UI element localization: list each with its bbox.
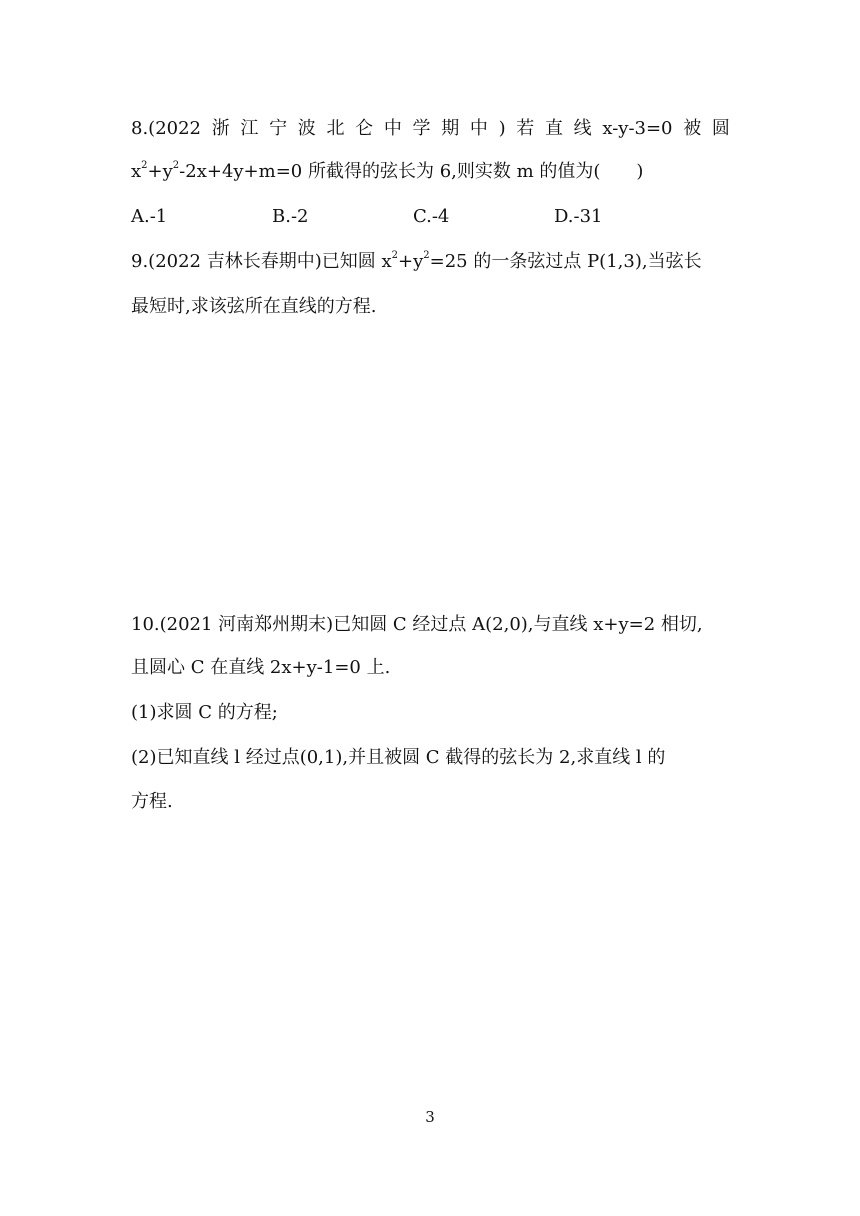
question-8-options xyxy=(131,205,731,229)
q8-line-2-rest: -2x+4y+m=0 所截得的弦长为 6,则实数 m 的值为( ) xyxy=(179,161,644,182)
q8-plus-y: +y xyxy=(147,161,173,182)
q8-exponent-2: 2 xyxy=(172,160,180,171)
q8-line-1-token: 线 xyxy=(573,118,592,139)
page-number: 3 xyxy=(425,1108,435,1126)
q8-line-1-token: 仑 xyxy=(355,118,374,139)
q8-line-1-token: 学 xyxy=(412,118,431,139)
q8-line-1-token: 圆 xyxy=(711,118,730,139)
question-10-line-1: 10.(2021 河南郑州期末)已知圆 C 经过点 A(2,0),与直线 x+y=2 相切, xyxy=(131,614,703,635)
q8-line-1-token: 若 xyxy=(516,118,535,139)
q9-line-1-post: =25 的一条弦过点 P(1,3),当弦长 xyxy=(429,251,702,272)
q9-line-1-pre: 9.(2022 吉林长春期中)已知圆 x xyxy=(131,251,392,272)
question-10-part-1: (1)求圆 C 的方程; xyxy=(131,702,278,723)
option-b: B.-2 xyxy=(272,206,309,227)
question-9-line-1 xyxy=(131,250,702,274)
q8-line-1-token: 中 xyxy=(469,118,488,139)
option-d: D.-31 xyxy=(554,206,603,227)
q8-line-1-token: ) xyxy=(498,118,506,139)
question-8-line-2 xyxy=(131,160,643,184)
q8-line-1-token: 期 xyxy=(441,118,460,139)
q8-line-1-token: 直 xyxy=(544,118,563,139)
q9-line-1-mid: +y xyxy=(398,251,424,272)
q9-exponent-1: 2 xyxy=(391,250,398,261)
q8-exponent-1: 2 xyxy=(141,160,148,171)
option-c: C.-4 xyxy=(413,206,450,227)
q8-line-1-token: x-y-3=0 xyxy=(602,118,673,139)
q8-line-1-token: 浙 xyxy=(211,118,230,139)
question-10-line-5: 方程. xyxy=(131,791,173,812)
q8-line-1-token: 北 xyxy=(326,118,345,139)
q8-line-1-token: 8.(2022 xyxy=(131,118,202,139)
question-9-line-2: 最短时,求该弦所在直线的方程. xyxy=(131,296,377,317)
q8-line-1-token: 被 xyxy=(683,118,702,139)
question-10-part-2: (2)已知直线 l 经过点(0,1),并且被圆 C 截得的弦长为 2,求直线 l 的 xyxy=(131,747,666,768)
question-10-line-2: 且圆心 C 在直线 2x+y-1=0 上. xyxy=(131,657,391,678)
q8-line-1-token: 宁 xyxy=(269,118,288,139)
question-8-line-1 xyxy=(131,117,730,141)
q8-line-1-token: 波 xyxy=(297,118,316,139)
q9-exponent-2: 2 xyxy=(423,250,430,261)
q8-line-1-token: 江 xyxy=(240,118,259,139)
q8-x: x xyxy=(131,161,142,182)
q8-line-1-token: 中 xyxy=(383,118,402,139)
option-a: A.-1 xyxy=(131,206,168,227)
